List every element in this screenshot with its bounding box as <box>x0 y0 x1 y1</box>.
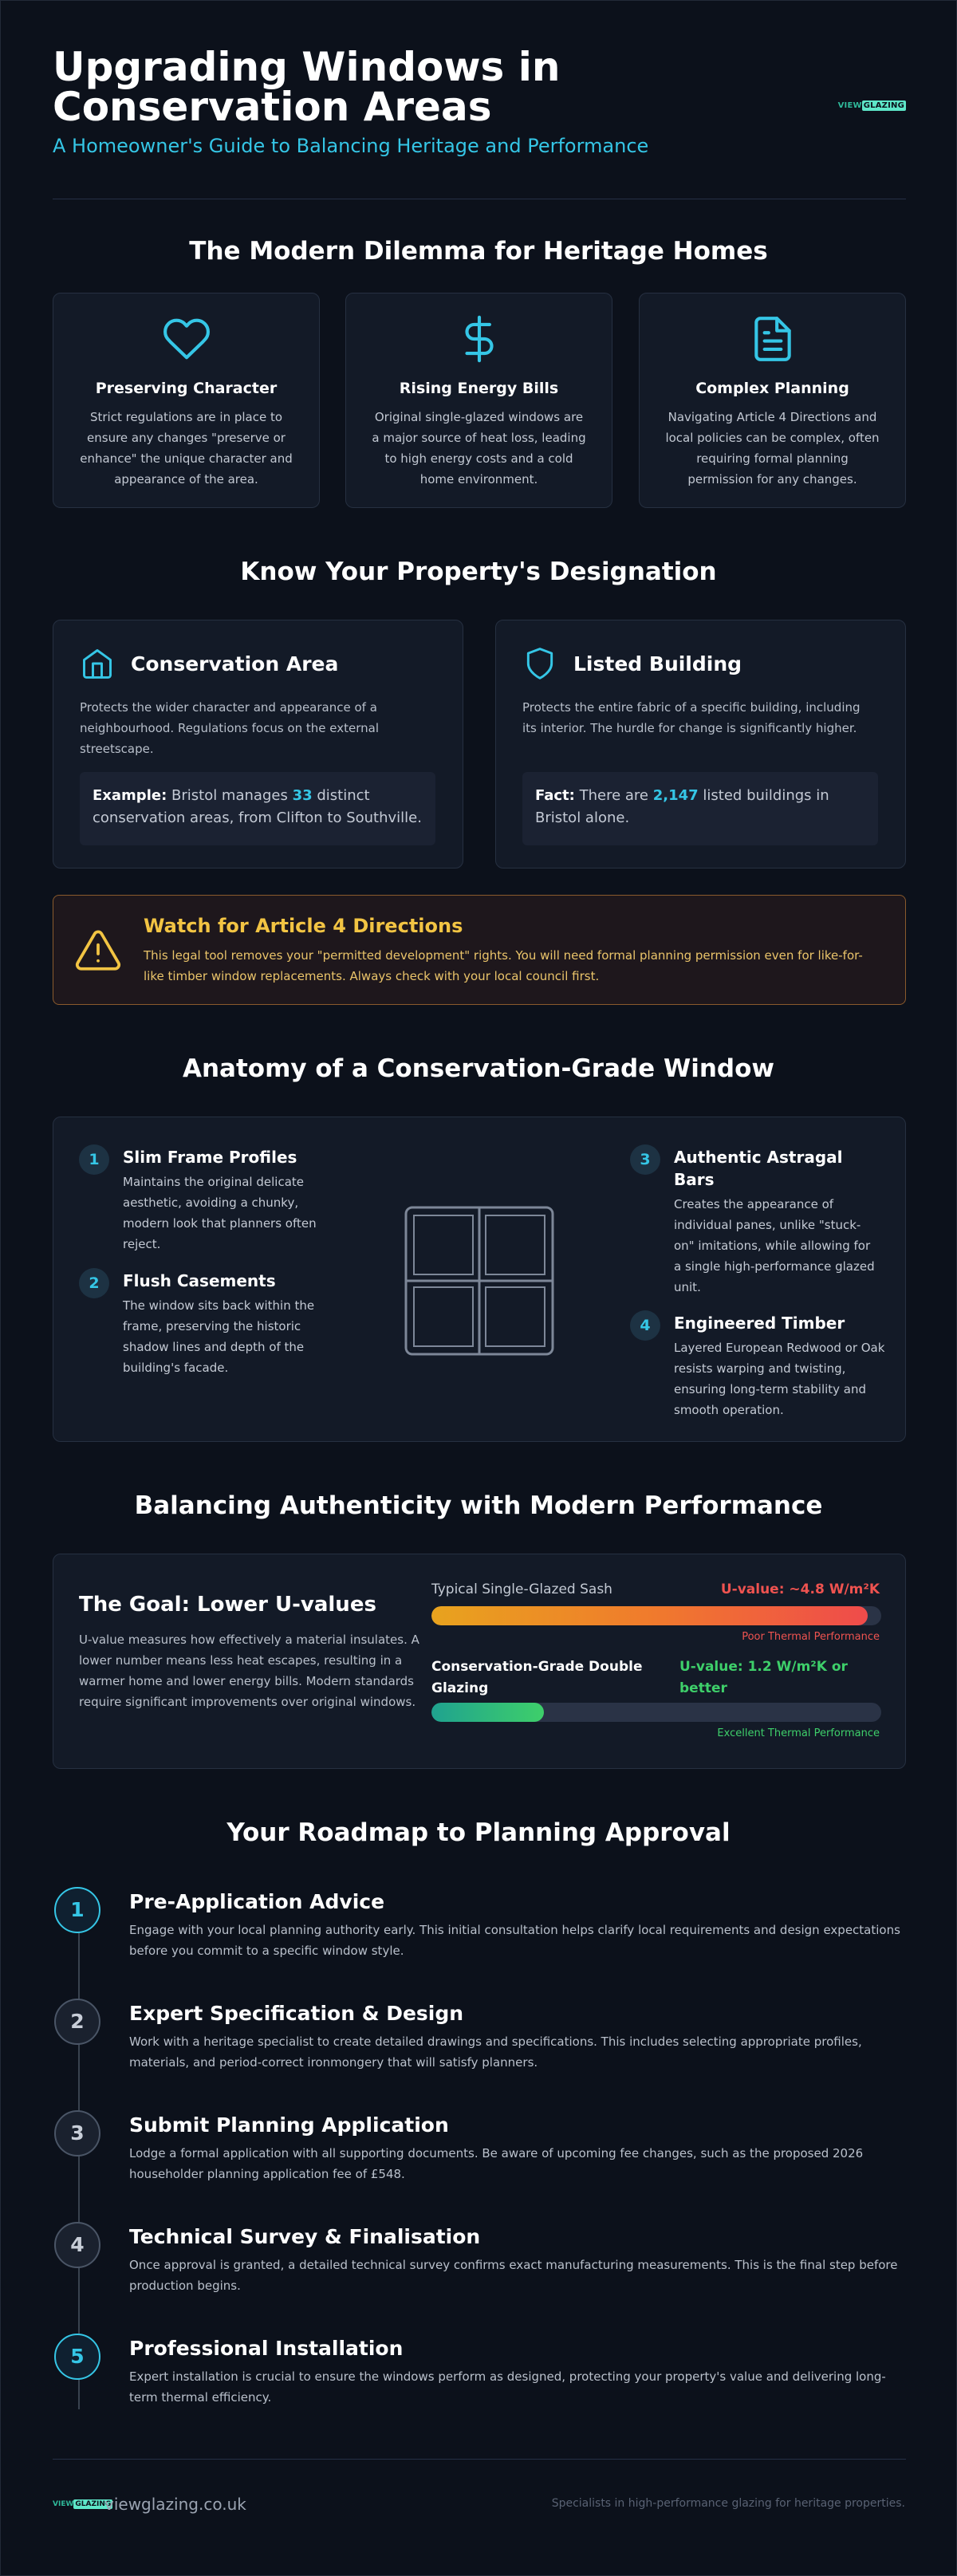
feature-title: Slim Frame Profiles <box>123 1148 297 1167</box>
fact-number: 33 <box>292 787 313 804</box>
step-text: Lodge a formal application with all supporting documents. Be aware of upcoming fee changes, such as the proposed 2026 householder planning application fee of £548. <box>129 2146 864 2181</box>
feature-astragal-bars <box>630 1144 885 1304</box>
dilemma-card-energy <box>345 293 612 508</box>
card-title: Rising Energy Bills <box>399 380 559 397</box>
document-icon <box>748 314 798 364</box>
bar-fill-double <box>431 1703 544 1722</box>
heart-icon <box>162 314 211 364</box>
fact-text-pre: There are <box>579 787 648 804</box>
card-text: Protects the wider character and appearance of a neighbourhood. Regulations focus on the external streetscape. <box>80 700 379 756</box>
footer-logo[interactable] <box>53 2500 112 2508</box>
footer-domain-link[interactable]: viewglazing.co.uk <box>104 2495 246 2514</box>
logo-glazing-text: GLAZING <box>75 2500 112 2508</box>
feature-slim-frame <box>79 1144 342 1256</box>
dollar-icon <box>455 314 504 364</box>
listed-building-card <box>495 620 906 869</box>
feature-title: Flush Casements <box>123 1271 276 1290</box>
card-text: Original single-glazed windows are a major source of heat loss, leading to high energy costs and a cold home environment. <box>372 410 586 486</box>
feature-text: Creates the appearance of individual panes, unlike "stuck-on" imitations, while allowing for a single high-performance glazed unit. <box>674 1197 875 1294</box>
home-icon <box>80 646 115 681</box>
step-text: Work with a heritage specialist to create detailed drawings and specifications. This includes selecting appropriate profiles, materials, and period-correct ironmongery that will satisfy planners. <box>129 2034 862 2070</box>
step-title: Professional Installation <box>129 2337 404 2360</box>
feature-text: The window sits back within the frame, preserving the historic shadow lines and depth of the building's facade. <box>123 1298 315 1375</box>
fact-box <box>80 772 435 845</box>
dilemma-heading: The Modern Dilemma for Heritage Homes <box>189 237 768 266</box>
shield-icon <box>522 646 557 681</box>
bar-label-single: Typical Single-Glazed Sash <box>431 1581 612 1597</box>
bar-track-double <box>431 1703 881 1722</box>
card-text: Navigating Article 4 Directions and local policies can be complex, often requiring formal planning permission for any changes. <box>665 410 880 486</box>
anatomy-heading: Anatomy of a Conservation-Grade Window <box>182 1054 775 1083</box>
warning-title: Watch for Article 4 Directions <box>144 915 463 937</box>
conservation-area-card <box>53 620 463 869</box>
page-subtitle: A Homeowner's Guide to Balancing Heritage and Performance <box>53 135 649 157</box>
step-number: 5 <box>54 2334 100 2380</box>
step-title: Submit Planning Application <box>129 2113 449 2137</box>
bar-track-single <box>431 1606 881 1625</box>
performance-card <box>53 1554 906 1769</box>
step-number: 2 <box>54 1999 100 2045</box>
feature-title: Authentic Astragal Bars <box>674 1148 843 1189</box>
window-illustration <box>400 1201 559 1361</box>
dilemma-card-character <box>53 293 320 508</box>
warning-icon <box>74 928 122 972</box>
warning-text: This legal tool removes your "permitted development" rights. You will need formal planning permission even for like-for-like timber window replacements. Always check with your local council first. <box>144 948 863 983</box>
designation-heading: Know Your Property's Designation <box>240 557 717 586</box>
logo-glazing-text: GLAZING <box>863 101 904 110</box>
feature-title: Engineered Timber <box>674 1314 845 1333</box>
card-text: Strict regulations are in place to ensure any changes "preserve or enhance" the unique character and appearance of the area. <box>80 410 293 486</box>
step-title: Expert Specification & Design <box>129 2002 464 2025</box>
fact-box <box>522 772 878 845</box>
bar-label-double: Conservation-Grade Double Glazing <box>431 1659 643 1696</box>
fact-label: Fact: <box>535 787 575 804</box>
page-title: Upgrading Windows in Conservation Areas <box>53 44 561 130</box>
footer-tagline: Specialists in high-performance glazing for heritage properties. <box>551 2497 905 2510</box>
dilemma-card-planning <box>639 293 906 508</box>
anatomy-card <box>53 1117 906 1442</box>
fact-label: Example: <box>93 787 167 804</box>
performance-heading: Balancing Authenticity with Modern Performance <box>134 1491 823 1520</box>
logo-view-text: VIEW <box>53 2500 74 2508</box>
bar-value-single: U-value: ~4.8 W/m²K <box>720 1581 880 1597</box>
feature-engineered-timber <box>630 1310 885 1430</box>
goal-title: The Goal: Lower U-values <box>79 1593 376 1617</box>
bar-value-double: U-value: 1.2 W/m²K or better <box>679 1659 848 1696</box>
feature-text: Layered European Redwood or Oak resists warping and twisting, ensuring long-term stability and smooth operation. <box>674 1341 885 1417</box>
step-number: 1 <box>54 1887 100 1933</box>
step-text: Expert installation is crucial to ensure the windows perform as designed, protecting your property's value and delivering long-term thermal efficiency. <box>129 2369 886 2405</box>
footer-divider <box>53 2459 906 2460</box>
fact-number: 2,147 <box>652 787 699 804</box>
fact-text-post: distinct conservation areas, from Clifton to Southville. <box>93 787 422 826</box>
bar-fill-single <box>431 1606 868 1625</box>
header-logo[interactable] <box>838 101 906 110</box>
feature-flush-casements <box>79 1268 342 1388</box>
goal-text: U-value measures how effectively a material insulates. A lower number means less heat escapes, resulting in a warmer home and lower energy bills. Modern standards require significant improvements over original windows. <box>79 1633 419 1709</box>
step-text: Engage with your local planning authority early. This initial consultation helps clarify local requirements and design expectations before you commit to a specific window style. <box>129 1923 900 1958</box>
step-title: Pre-Application Advice <box>129 1890 385 1913</box>
bar-caption-single: Poor Thermal Performance <box>742 1631 880 1643</box>
card-title: Preserving Character <box>95 380 278 397</box>
fact-text-pre: Bristol manages <box>171 787 288 804</box>
feature-number: 4 <box>630 1310 660 1341</box>
step-text: Once approval is granted, a detailed technical survey confirms exact manufacturing measurements. This is the final step before production begins. <box>129 2258 898 2293</box>
step-number: 3 <box>54 2110 100 2157</box>
bar-caption-double: Excellent Thermal Performance <box>717 1727 880 1739</box>
feature-number: 1 <box>79 1144 109 1175</box>
card-title: Conservation Area <box>131 652 339 676</box>
step-title: Technical Survey & Finalisation <box>129 2225 481 2248</box>
step-number: 4 <box>54 2222 100 2268</box>
card-title: Listed Building <box>573 652 742 676</box>
logo-view-text: VIEW <box>837 101 862 110</box>
feature-number: 3 <box>630 1144 660 1175</box>
fact-text-post: listed buildings in Bristol alone. <box>535 787 829 826</box>
feature-number: 2 <box>79 1268 109 1298</box>
roadmap-heading: Your Roadmap to Planning Approval <box>226 1818 731 1847</box>
article4-warning <box>53 895 906 1005</box>
card-text: Protects the entire fabric of a specific building, including its interior. The hurdle for change is significantly higher. <box>522 700 861 735</box>
card-title: Complex Planning <box>695 380 849 397</box>
feature-text: Maintains the original delicate aesthetic, avoiding a chunky, modern look that planners often reject. <box>123 1175 317 1251</box>
